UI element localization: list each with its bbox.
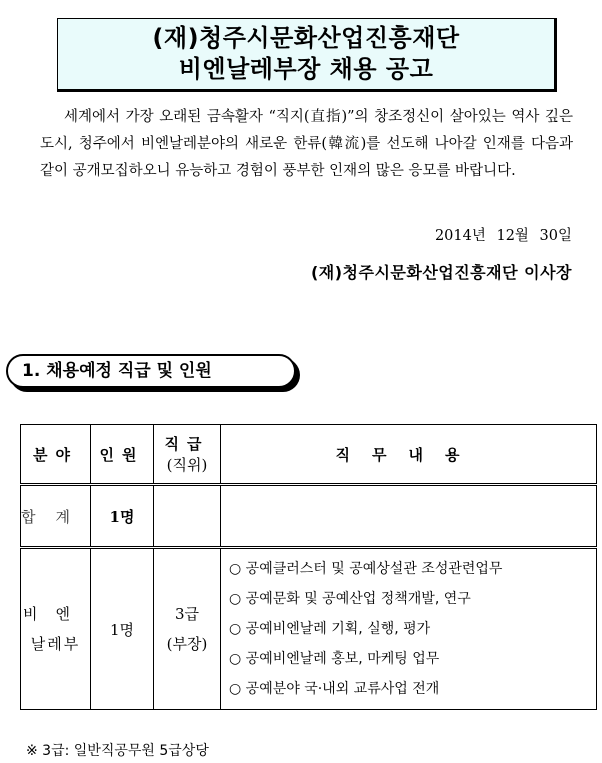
header-grade-sub: (직위) [166,456,208,474]
row-grade-level: 3급 [174,605,200,623]
row-count: 1명 [91,548,154,710]
signature: (재)청주시문화산업진흥재단 이사장 [310,263,572,282]
section-heading [6,354,296,388]
total-row [21,485,597,548]
header-count: 인원 [91,425,154,485]
intro-paragraph: 세계에서 가장 오래된 금속활자 “직지(直指)”의 창조정신이 살아있는 역사 깊은 도시, 청주에서 비엔날레분야의 새로운 한류(韓流)를 선도해 나아갈 인재를 다음과 같이 공개모집하오니 유능하고 경험이 풍부한 인재의 많은 응모를 바랍니다. [40,109,573,179]
row-grade-position: (부장) [166,635,208,653]
table-header-row [21,425,597,485]
footnote: ※ 3급: 일반직공무원 5급상당 [26,743,209,759]
total-duties-cell [221,485,597,548]
header-field: 분야 [21,425,91,485]
total-grade-cell [154,485,221,548]
duties-list [221,554,596,704]
row-grade [154,548,221,710]
duty-item: ○ 공예분야 국·내외 교류사업 전개 [229,681,440,697]
row-duties [221,548,597,710]
title-organization: (재)청주시문화산업진흥재단 [152,24,460,52]
row-field-line1: 비엔 [23,605,88,623]
table-row [21,548,597,710]
header-grade-label: 직급 [164,435,210,453]
duty-item: ○ 공예클러스터 및 공예상설관 조성관련업무 [229,561,503,577]
duty-item: ○ 공예비엔날레 기획, 실행, 평가 [229,621,431,637]
total-label: 합계 [21,485,91,548]
duty-item: ○ 공예문화 및 공예산업 정책개발, 연구 [229,591,471,607]
title-announcement: 비엔날레부장 채용 공고 [178,55,434,83]
total-count: 1명 [91,485,154,548]
duty-item: ○ 공예비엔날레 홍보, 마케팅 업무 [229,651,440,667]
row-field [21,548,91,710]
header-grade [154,425,221,485]
section-title: 채용예정 직급 및 인원 [46,361,212,381]
header-duties: 직무내용 [221,425,597,485]
title-box [57,18,557,92]
row-field-line2: 날레부 [30,635,81,653]
announcement-date: 2014년 12월 30일 [434,228,572,244]
recruitment-table [20,424,597,710]
section-number: 1. [22,361,41,381]
